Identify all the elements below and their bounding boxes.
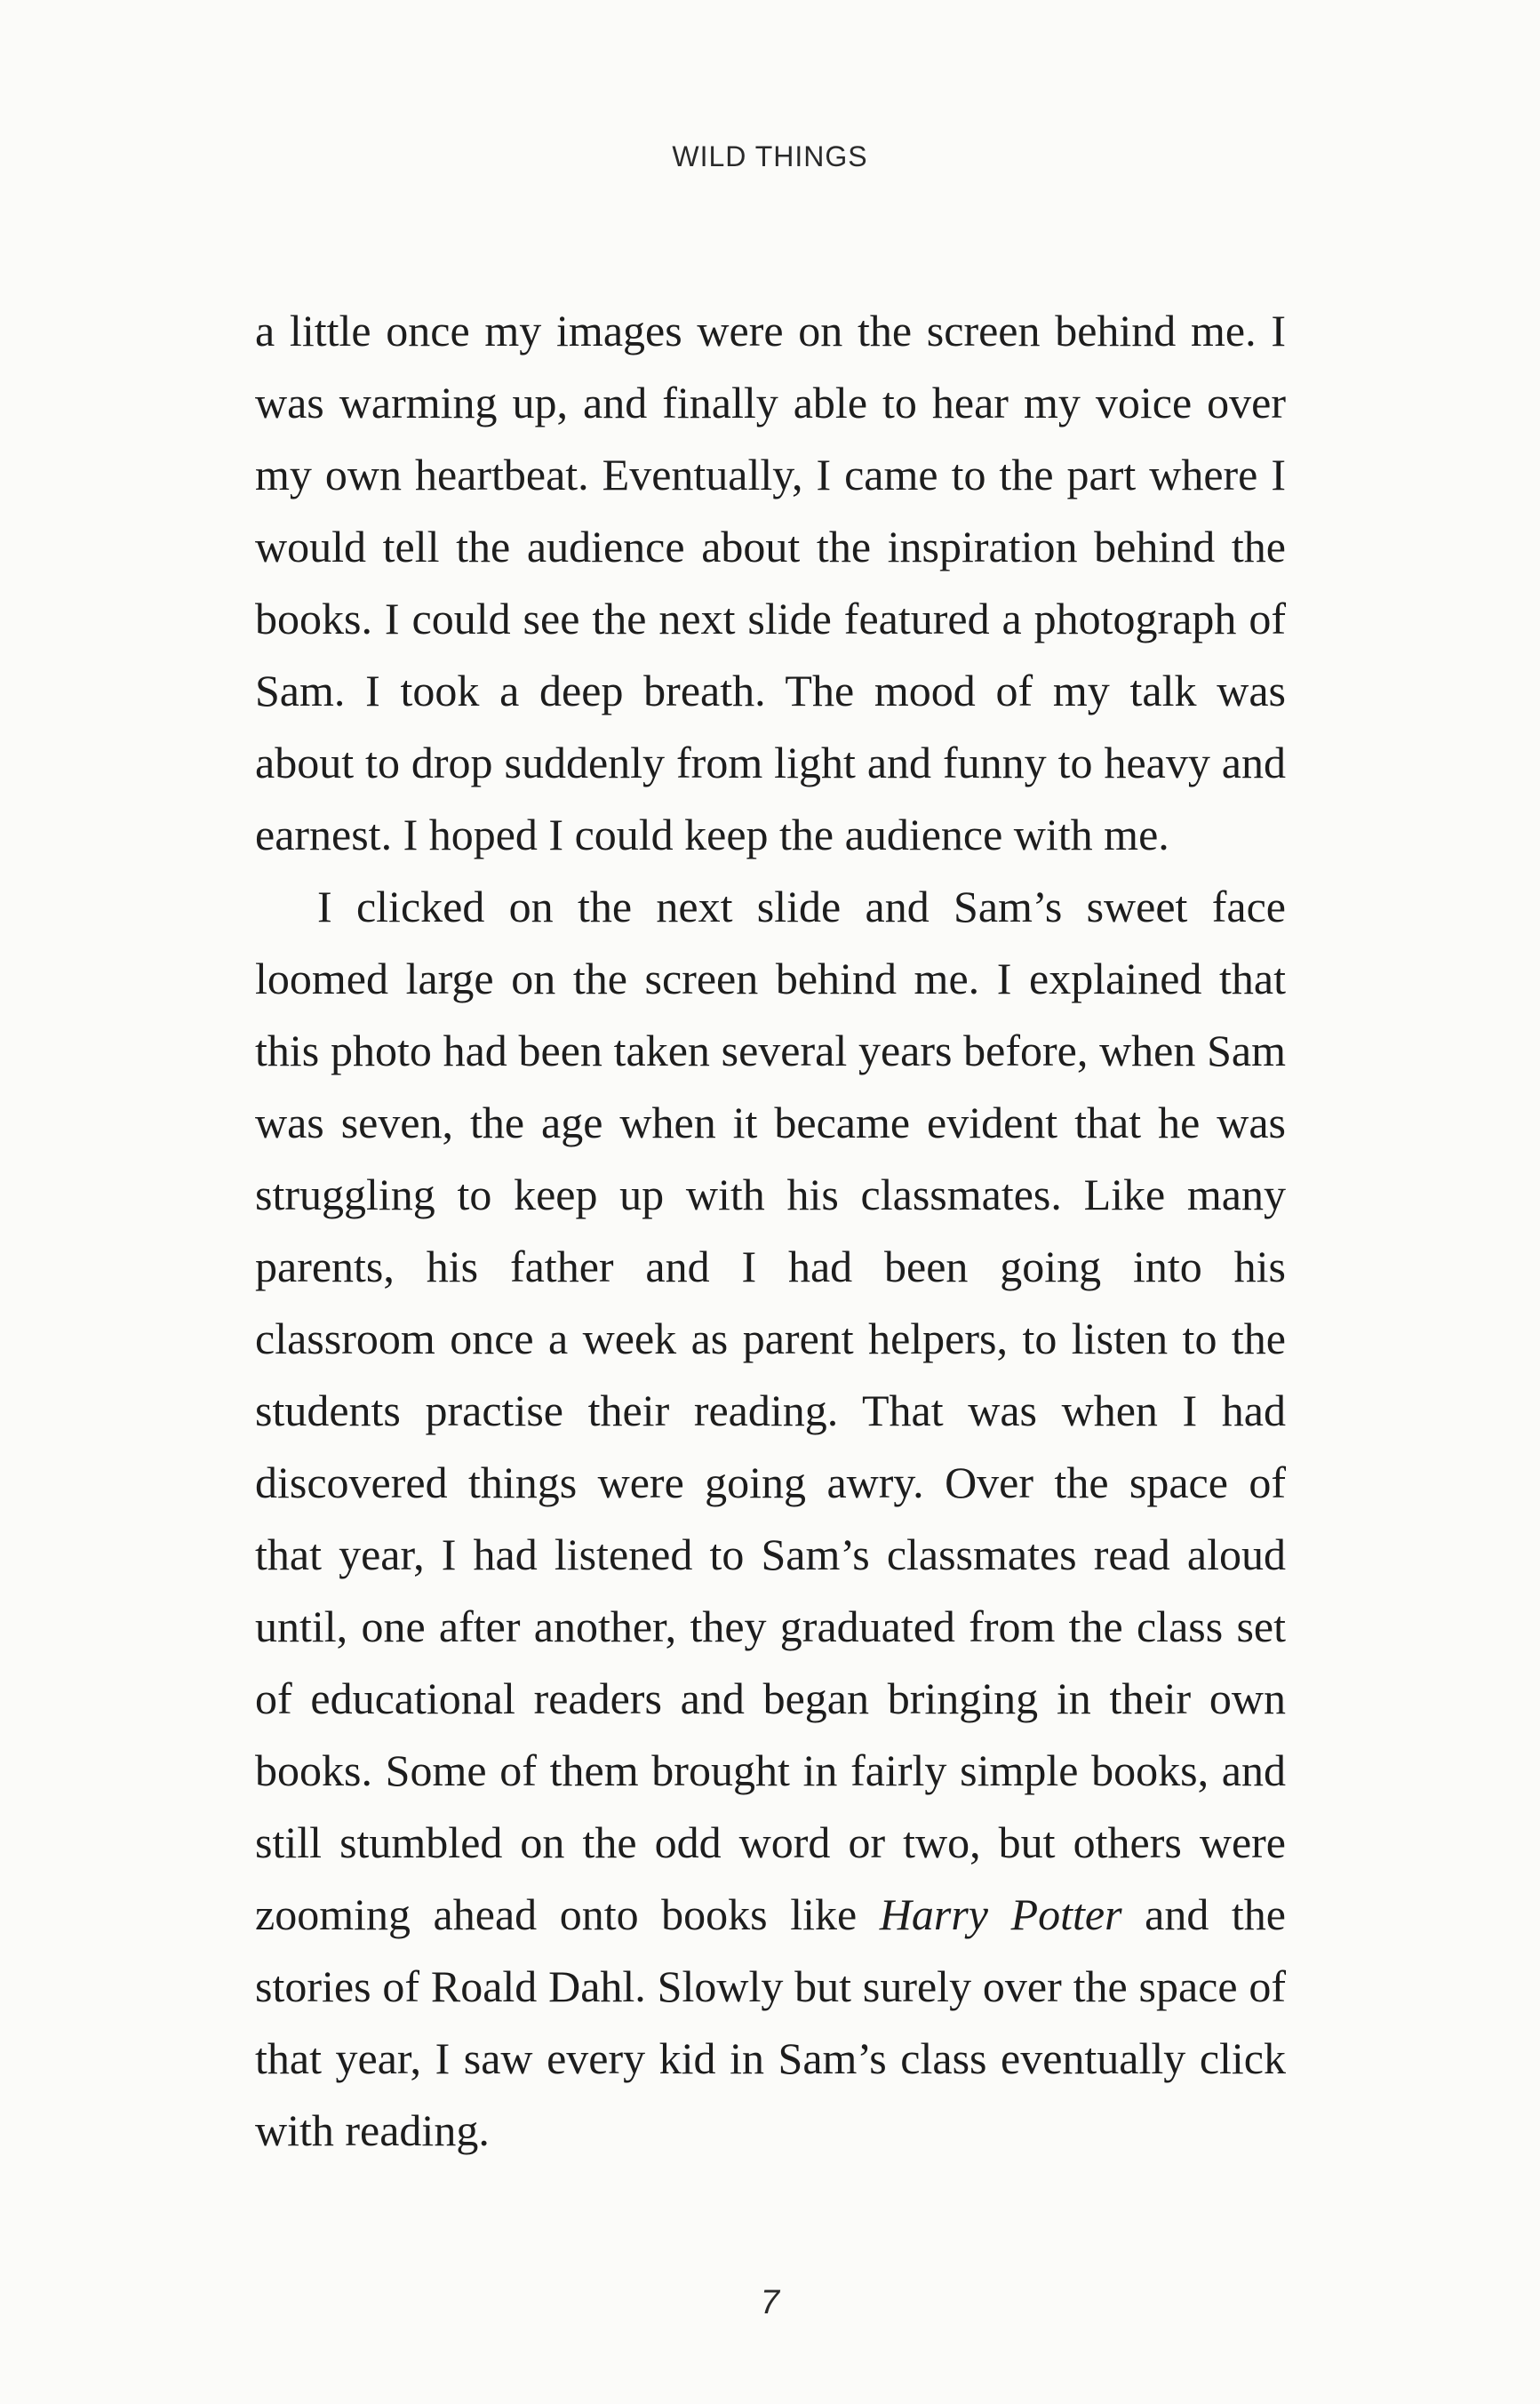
- paragraph-1: a little once my images were on the screen behind me. I was warming up, and finally able to hear my voice over my own heartbeat. Eventually, I came to the part where I would tell the audience about the inspiration behind the books. I could see the next slide featured a photograph of Sam. I took a deep breath. The mood of my talk was about to drop suddenly from light and funny to heavy and earnest. I hoped I could keep the audience with me.: [255, 306, 1286, 859]
- page-number: 7: [760, 2284, 780, 2321]
- paragraph-2: [255, 871, 1286, 2167]
- paragraph-2-part-2: and the stories of Roald Dahl. Slowly but surely over the space of that year, I saw every kid in Sam’s class eventually click with reading.: [255, 1889, 1286, 2155]
- paragraph-2-part-1: I clicked on the next slide and Sam’s sweet face loomed large on the screen behind me. I explained that this photo had been taken several years before, when Sam was seven, the age when it became evident that he was struggling to keep up with his classmates. Like many parents, his father and I had been going into his classroom once a week as parent helpers, to listen to the students practise their reading. That was when I had discovered things were going awry. Over the space of that year, I had listened to Sam’s classmates read aloud until, one after another, they graduated from the class set of educational readers and began bringing in their own books. Some of them brought in fairly simple books, and still stumbled on the odd word or two, but others were zooming ahead onto books like: [255, 882, 1286, 1939]
- running-head: WILD THINGS: [672, 140, 868, 172]
- body-text: [255, 295, 1286, 2167]
- book-title-italic: Harry Potter: [879, 1889, 1122, 1939]
